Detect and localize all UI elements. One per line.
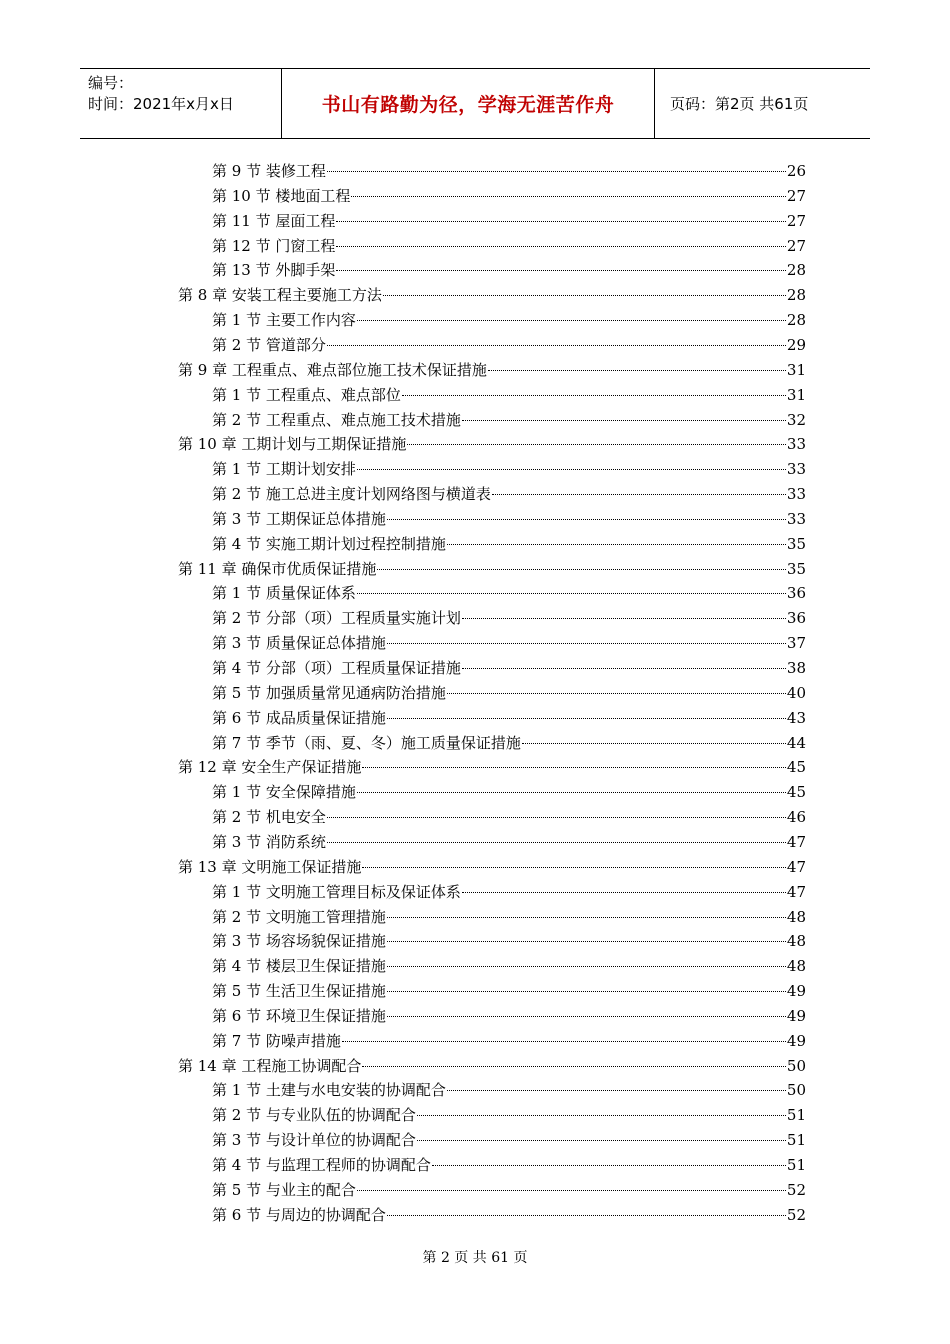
- toc-section-entry[interactable]: [212, 980, 806, 1002]
- toc-page-number: 47: [786, 882, 806, 901]
- toc-entry-title: 第 1 节 工程重点、难点部位: [212, 385, 401, 404]
- toc-dot-leader: [327, 345, 786, 346]
- toc-section-entry[interactable]: [212, 657, 806, 679]
- toc-page-number: 36: [786, 609, 806, 628]
- toc-section-entry[interactable]: [212, 806, 806, 828]
- header-motto: 书山有路勤为径，学海无涯苦作舟: [321, 94, 615, 116]
- toc-entry-title: 第 1 节 土建与水电安装的协调配合: [212, 1081, 446, 1100]
- toc-page-number: 43: [786, 708, 806, 727]
- toc-entry-title: 第 2 节 工程重点、难点施工技术措施: [212, 410, 461, 429]
- toc-dot-leader: [407, 444, 786, 445]
- toc-page-number: 51: [786, 1106, 806, 1125]
- toc-section-entry[interactable]: [212, 906, 806, 928]
- toc-entry-title: 第 2 节 机电安全: [212, 808, 326, 827]
- toc-dot-leader: [357, 320, 786, 321]
- toc-page-number: 40: [786, 683, 806, 702]
- toc-dot-leader: [336, 221, 786, 222]
- toc-dot-leader: [417, 1140, 786, 1141]
- toc-entry-title: 第 3 节 场容场貌保证措施: [212, 932, 386, 951]
- toc-dot-leader: [387, 991, 786, 992]
- toc-dot-leader: [387, 917, 786, 918]
- toc-dot-leader: [327, 817, 786, 818]
- toc-page-number: 33: [786, 485, 806, 504]
- toc-section-entry[interactable]: [212, 185, 806, 207]
- toc-dot-leader: [362, 1066, 786, 1067]
- toc-dot-leader: [357, 792, 786, 793]
- toc-section-entry[interactable]: [212, 682, 806, 704]
- toc-entry-title: 第 12 章 安全生产保证措施: [178, 758, 362, 777]
- toc-dot-leader: [362, 767, 786, 768]
- toc-page-number: 35: [786, 534, 806, 553]
- toc-entry-title: 第 2 节 与专业队伍的协调配合: [212, 1106, 416, 1125]
- toc-dot-leader: [387, 718, 786, 719]
- toc-page-number: 31: [786, 385, 806, 404]
- toc-entry-title: 第 8 章 安装工程主要施工方法: [178, 286, 382, 305]
- toc-section-entry[interactable]: [212, 1005, 806, 1027]
- toc-section-entry[interactable]: [212, 210, 806, 232]
- toc-section-entry[interactable]: [212, 1104, 806, 1126]
- toc-page-number: 32: [786, 410, 806, 429]
- toc-entry-title: 第 2 节 文明施工管理措施: [212, 907, 386, 926]
- toc-page-number: 38: [786, 659, 806, 677]
- toc-entry-title: 第 4 节 楼层卫生保证措施: [212, 957, 386, 976]
- toc-page-number: 27: [786, 211, 806, 230]
- toc-page-number: 49: [786, 982, 806, 1001]
- toc-page-number: 46: [786, 808, 806, 827]
- toc-page-number: 26: [786, 162, 806, 180]
- toc-dot-leader: [351, 196, 786, 197]
- toc-chapter-entry[interactable]: [178, 1055, 806, 1077]
- toc-page-number: 45: [786, 758, 806, 777]
- toc-section-entry[interactable]: [212, 607, 806, 629]
- toc-entry-title: 第 3 节 质量保证总体措施: [212, 634, 386, 653]
- toc-dot-leader: [387, 941, 786, 942]
- toc-page-number: 50: [786, 1056, 806, 1075]
- toc-entry-title: 第 4 节 与监理工程师的协调配合: [212, 1156, 431, 1174]
- toc-dot-leader: [357, 469, 786, 470]
- toc-page-number: 50: [786, 1081, 806, 1100]
- toc-chapter-entry[interactable]: [178, 756, 806, 778]
- toc-dot-leader: [377, 569, 786, 570]
- toc-page-number: 48: [786, 907, 806, 926]
- toc-entry-title: 第 1 节 工期计划安排: [212, 460, 356, 479]
- toc-entry-title: 第 2 节 管道部分: [212, 335, 326, 354]
- toc-entry-title: 第 4 节 分部（项）工程质量保证措施: [212, 659, 461, 677]
- toc-page-number: 49: [786, 1006, 806, 1025]
- toc-entry-title: 第 5 节 与业主的配合: [212, 1180, 356, 1199]
- toc-dot-leader: [387, 519, 786, 520]
- toc-page-number: 52: [786, 1180, 806, 1199]
- header-meta: [88, 73, 278, 115]
- toc-entry-title: 第 6 节 成品质量保证措施: [212, 708, 386, 727]
- toc-entry-title: 第 6 节 环境卫生保证措施: [212, 1006, 386, 1025]
- toc-entry-title: 第 7 节 防噪声措施: [212, 1031, 341, 1050]
- toc-page-number: 33: [786, 509, 806, 528]
- toc-section-entry[interactable]: [212, 160, 806, 182]
- toc-dot-leader: [387, 966, 786, 967]
- toc-dot-leader: [447, 1090, 786, 1091]
- toc-section-entry[interactable]: [212, 1030, 806, 1052]
- toc-dot-leader: [362, 867, 786, 868]
- toc-entry-title: 第 2 节 分部（项）工程质量实施计划: [212, 609, 461, 628]
- toc-section-entry[interactable]: [212, 781, 806, 803]
- toc-dot-leader: [336, 246, 786, 247]
- toc-page-number: 33: [786, 460, 806, 479]
- toc-dot-leader: [447, 544, 786, 545]
- toc-dot-leader: [336, 270, 786, 271]
- page-footer: 第 2 页 共 61 页: [422, 1250, 528, 1266]
- toc-page-number: 52: [786, 1205, 806, 1224]
- toc-entry-title: 第 12 节 门窗工程: [212, 236, 336, 255]
- toc-entry-title: 第 1 节 安全保障措施: [212, 783, 356, 802]
- toc-dot-leader: [387, 643, 786, 644]
- toc-page-number: 28: [786, 311, 806, 330]
- toc-page-number: 51: [786, 1156, 806, 1174]
- toc-dot-leader: [357, 593, 786, 594]
- toc-entry-title: 第 4 节 实施工期计划过程控制措施: [212, 534, 446, 553]
- toc-entry-title: 第 13 章 文明施工保证措施: [178, 857, 362, 876]
- toc-page-number: 35: [786, 559, 806, 578]
- toc-section-entry[interactable]: [212, 632, 806, 654]
- toc-section-entry[interactable]: [212, 1179, 806, 1201]
- toc-entry-title: 第 1 节 质量保证体系: [212, 584, 356, 603]
- toc-entry-title: 第 14 章 工程施工协调配合: [178, 1056, 362, 1075]
- toc-section-entry[interactable]: [212, 508, 806, 530]
- toc-page-number: 28: [786, 261, 806, 280]
- toc-page-number: 27: [786, 236, 806, 255]
- toc-chapter-entry[interactable]: [178, 359, 806, 381]
- toc-dot-leader: [462, 420, 786, 421]
- toc-page-number: 27: [786, 186, 806, 205]
- toc-section-entry[interactable]: [212, 732, 806, 754]
- toc-section-entry[interactable]: [212, 1154, 806, 1176]
- toc-dot-leader: [462, 892, 786, 893]
- toc-page-number: 47: [786, 857, 806, 876]
- toc-dot-leader: [447, 693, 786, 694]
- toc-section-entry[interactable]: [212, 533, 806, 555]
- toc-entry-title: 第 7 节 季节（雨、夏、冬）施工质量保证措施: [212, 733, 521, 752]
- toc-entry-title: 第 9 章 工程重点、难点部位施工技术保证措施: [178, 360, 487, 379]
- toc-page-number: 36: [786, 584, 806, 603]
- header-page-info: [662, 69, 870, 138]
- toc-section-entry[interactable]: [212, 1129, 806, 1151]
- toc-section-entry[interactable]: [212, 483, 806, 505]
- toc-entry-title: 第 1 节 文明施工管理目标及保证体系: [212, 882, 461, 901]
- toc-section-entry[interactable]: [212, 582, 806, 604]
- toc-entry-title: 第 10 节 楼地面工程: [212, 186, 351, 205]
- toc-section-entry[interactable]: [212, 1204, 806, 1226]
- toc-section-entry[interactable]: [212, 384, 806, 406]
- toc-section-entry[interactable]: [212, 881, 806, 903]
- toc-section-entry[interactable]: [212, 1079, 806, 1101]
- toc-dot-leader: [357, 1190, 786, 1191]
- toc-dot-leader: [492, 494, 786, 495]
- toc-entry-title: 第 2 节 施工总进主度计划网络图与横道表: [212, 485, 491, 504]
- toc-section-entry[interactable]: [212, 259, 806, 281]
- toc-chapter-entry[interactable]: [178, 856, 806, 878]
- toc-dot-leader: [522, 743, 786, 744]
- toc-dot-leader: [432, 1165, 786, 1166]
- toc-page-number: 48: [786, 957, 806, 976]
- toc-page-number: 48: [786, 932, 806, 951]
- toc-chapter-entry[interactable]: [178, 284, 806, 306]
- page-header: [80, 68, 870, 139]
- toc-entry-title: 第 9 节 装修工程: [212, 162, 326, 180]
- toc-dot-leader: [383, 295, 786, 296]
- toc-chapter-entry[interactable]: [178, 558, 806, 580]
- toc-page-number: 37: [786, 634, 806, 653]
- serial-label: 编号：: [88, 74, 134, 92]
- toc-section-entry[interactable]: [212, 955, 806, 977]
- page-info-text: 页码：第2页 共61页: [670, 95, 809, 113]
- date-label: 时间：2021年x月x日: [88, 95, 234, 113]
- toc-section-entry[interactable]: [212, 831, 806, 853]
- toc-entry-title: 第 11 节 屋面工程: [212, 211, 336, 230]
- toc-page-number: 49: [786, 1031, 806, 1050]
- toc-dot-leader: [342, 1041, 786, 1042]
- toc-entry-title: 第 3 节 消防系统: [212, 832, 326, 851]
- toc-entry-title: 第 1 节 主要工作内容: [212, 311, 356, 330]
- toc-dot-leader: [462, 618, 786, 619]
- toc-dot-leader: [402, 395, 786, 396]
- toc-page-number: 47: [786, 832, 806, 851]
- toc-section-entry[interactable]: [212, 930, 806, 952]
- toc-entry-title: 第 10 章 工期计划与工期保证措施: [178, 435, 407, 454]
- toc-entry-title: 第 11 章 确保市优质保证措施: [178, 559, 377, 578]
- toc-section-entry[interactable]: [212, 458, 806, 480]
- header-divider: [654, 69, 655, 138]
- toc-dot-leader: [417, 1115, 786, 1116]
- toc-dot-leader: [387, 1016, 786, 1017]
- toc-entry-title: 第 6 节 与周边的协调配合: [212, 1205, 386, 1224]
- toc-section-entry[interactable]: [212, 409, 806, 431]
- toc-section-entry[interactable]: [212, 334, 806, 356]
- toc-dot-leader: [387, 1215, 786, 1216]
- toc-dot-leader: [327, 171, 786, 172]
- toc-page-number: 31: [786, 360, 806, 379]
- toc-page-number: 45: [786, 783, 806, 802]
- toc-page-number: 44: [786, 733, 806, 752]
- toc-entry-title: 第 13 节 外脚手架: [212, 261, 336, 280]
- toc-entry-title: 第 3 节 工期保证总体措施: [212, 509, 386, 528]
- toc-page-number: 29: [786, 335, 806, 354]
- toc-dot-leader: [327, 842, 786, 843]
- toc-dot-leader: [488, 370, 786, 371]
- toc-page-number: 33: [786, 435, 806, 454]
- toc-entry-title: 第 3 节 与设计单位的协调配合: [212, 1131, 416, 1150]
- toc-entry-title: 第 5 节 加强质量常见通病防治措施: [212, 683, 446, 702]
- toc-section-entry[interactable]: [212, 235, 806, 257]
- toc-chapter-entry[interactable]: [178, 433, 806, 455]
- toc-section-entry[interactable]: [212, 707, 806, 729]
- toc-page-number: 28: [786, 286, 806, 305]
- toc-entry-title: 第 5 节 生活卫生保证措施: [212, 982, 386, 1001]
- toc-dot-leader: [462, 668, 786, 669]
- toc-section-entry[interactable]: [212, 309, 806, 331]
- toc-page-number: 51: [786, 1131, 806, 1150]
